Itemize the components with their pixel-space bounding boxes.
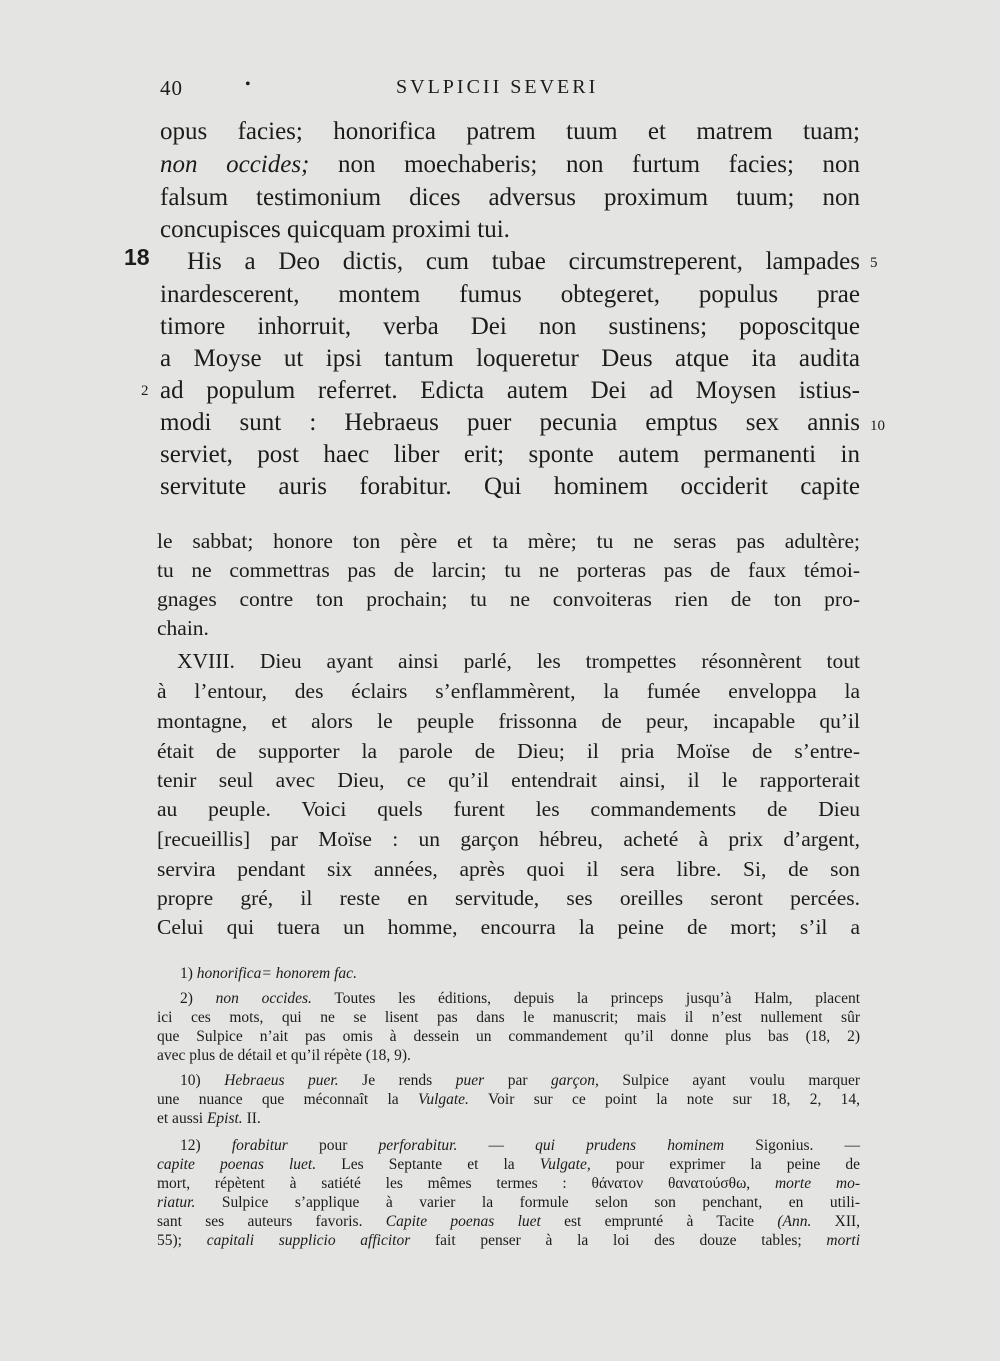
footnote-italic: Vulgate, [539,1156,591,1173]
footnote-italic: qui prudens hominem [535,1137,725,1154]
footnote-text: est emprunté à Tacite [564,1213,755,1230]
footnote-12-line [157,1174,860,1193]
footnote-12-line [157,1212,860,1231]
footnote-italic: riatur. [157,1194,196,1211]
header-dot: • [245,76,251,93]
footnote-gloss: = honorem fac. [261,965,357,982]
footnote-italic: Capite poenas luet [385,1213,541,1230]
section-number: 18 [124,244,150,270]
footnote-text: une nuance que méconnaît la [157,1091,399,1108]
footnote-label: 1) [180,965,193,982]
french-line: à l’entour, des éclairs s’enflammèrent, la fumée enveloppa la [157,679,860,703]
footnote-italic: Vulgate. [418,1091,469,1108]
footnote-2-line: ici ces mots, qui ne se lisent pas dans le manuscrit; mais il n’est nullement sûr [157,1009,860,1026]
footnote-text: Voir sur ce point la note sur 18, 2, 14, [487,1091,861,1108]
french-line: tenir seul avec Dieu, ce qu’il entendrait ainsi, il le rapporterait [157,768,860,792]
line-number: 5 [870,255,878,271]
footnote-italic: perforabitur. [378,1137,458,1154]
french-line: le sabbat; honore ton père et ta mère; tu ne seras pas adultère; [157,529,860,553]
footnote-italic: morti [826,1232,860,1249]
footnote-text: mort, répètent à satiété les mêmes termes : [157,1175,567,1192]
footnote-lemma: honorifica [196,965,262,982]
latin-line: a Moyse ut ipsi tantum loqueretur Deus atque ita audita [160,345,860,372]
page-number: 40 [160,76,183,100]
latin-line: modi sunt : Hebraeus puer pecunia emptus sex annis [160,409,860,436]
french-line: était de supporter la parole de Dieu; il pria Moïse de s’entre- [157,739,860,763]
latin-line: opus facies; honorifica patrem tuum et matrem tuam; [160,118,860,145]
footnote-2-line: avec plus de détail et qu’il répète (18, 9). [157,1047,411,1064]
footnote-2-line [180,989,860,1008]
footnote-italic: (Ann. [777,1213,812,1230]
footnote-text: Toutes les éditions, depuis la princeps jusqu’à Halm, placent [334,990,860,1007]
latin-line: concupisces quicquam proximi tui. [160,216,510,243]
footnote-text: Sulpice s’applique à varier la formule selon son penchant, en utili- [221,1194,860,1211]
footnote-label: 10) [180,1072,201,1089]
footnote-text: XII, [834,1213,861,1230]
footnote-greek: θάνατον θανατούσθω, [591,1175,751,1192]
french-line: montagne, et alors le peuple frissonna de peur, incapable qu’il [157,709,860,733]
margin-reference: 2 [141,383,149,399]
latin-line: servitute auris forabitur. Qui hominem occiderit capite [160,473,860,500]
latin-line-rest: non moechaberis; non furtum facies; non [337,151,860,178]
footnote-italic: capite poenas luet. [157,1156,317,1173]
footnote-2-line: que Sulpice n’ait pas omis à dessein un commandement qu’il donne plus bas (18, 2) [157,1028,860,1045]
footnote-1 [180,964,860,983]
footnote-12-line [157,1155,860,1174]
footnote-text: Les Septante et la [341,1156,515,1173]
latin-line: falsum testimonium dices adversus proximum tuum; non [160,184,860,211]
footnote-italic: Epist. [206,1110,243,1127]
latin-italic-phrase: non occides; [160,151,310,178]
footnote-text: sant ses auteurs favoris. [157,1213,363,1230]
latin-line: ad populum referret. Edicta autem Dei ad Moysen istius- [160,377,860,404]
footnote-text: 55); [157,1232,182,1249]
french-line: au peuple. Voici quels furent les commandements de Dieu [157,797,860,821]
footnote-italic: morte mo- [774,1175,860,1192]
footnote-lemma: non occides. [215,990,312,1007]
latin-line [160,149,860,181]
footnote-12-line [157,1193,860,1212]
footnote-text: par [507,1072,528,1089]
footnote-text: pour [318,1137,348,1154]
running-title: SVLPICII SEVERI [396,76,599,98]
page-header [0,76,1000,104]
footnote-12-line [157,1231,860,1250]
footnote-text: Sigonius. — [755,1137,861,1154]
footnote-label: 2) [180,990,193,1007]
french-line: propre gré, il reste en servitude, ses oreilles seront percées. [157,886,860,910]
footnote-italic: garçon, [551,1072,599,1089]
footnote-italic: capitali supplicio afficitor [206,1232,411,1249]
french-line: Celui qui tuera un homme, encourra la peine de mort; s’il a [157,915,860,939]
latin-line: His a Deo dictis, cum tubae circumstreperent, lampades [187,248,860,275]
line-number: 10 [870,418,885,434]
latin-line: inardescerent, montem fumus obtegeret, populus prae [160,281,860,308]
french-line: tu ne commettras pas de larcin; tu ne porteras pas de faux témoi- [157,558,860,582]
footnote-text: fait penser à la loi des douze tables; [434,1232,802,1249]
footnote-lemma: forabitur [231,1137,288,1154]
footnote-text: Sulpice ayant voulu marquer [622,1072,861,1089]
footnote-text: et aussi [157,1110,204,1127]
french-line: gnages contre ton prochain; tu ne convoiteras rien de ton pro- [157,587,860,611]
footnote-text: Je rends [362,1072,433,1089]
latin-line: timore inhorruit, verba Dei non sustinens; poposcitque [160,313,860,340]
footnote-text: pour exprimer la peine de [615,1156,861,1173]
footnote-10-line [157,1090,860,1109]
latin-line: serviet, post haec liber erit; sponte autem permanenti in [160,441,860,468]
french-line: chain. [157,616,209,640]
footnote-label: 12) [180,1137,201,1154]
footnote-text: II. [246,1110,261,1127]
footnote-10-line [180,1071,860,1090]
footnote-10-line [157,1109,860,1128]
footnote-text: — [488,1137,505,1154]
french-line: servira pendant six années, après quoi il sera libre. Si, de son [157,857,860,881]
footnote-lemma: Hebraeus puer. [224,1072,339,1089]
french-line: [recueillis] par Moïse : un garçon hébreu, acheté à prix d’argent, [157,827,860,851]
footnote-italic: puer [455,1072,485,1089]
french-line: XVIII. Dieu ayant ainsi parlé, les trompettes résonnèrent tout [177,649,860,673]
footnote-12-line [180,1136,860,1155]
